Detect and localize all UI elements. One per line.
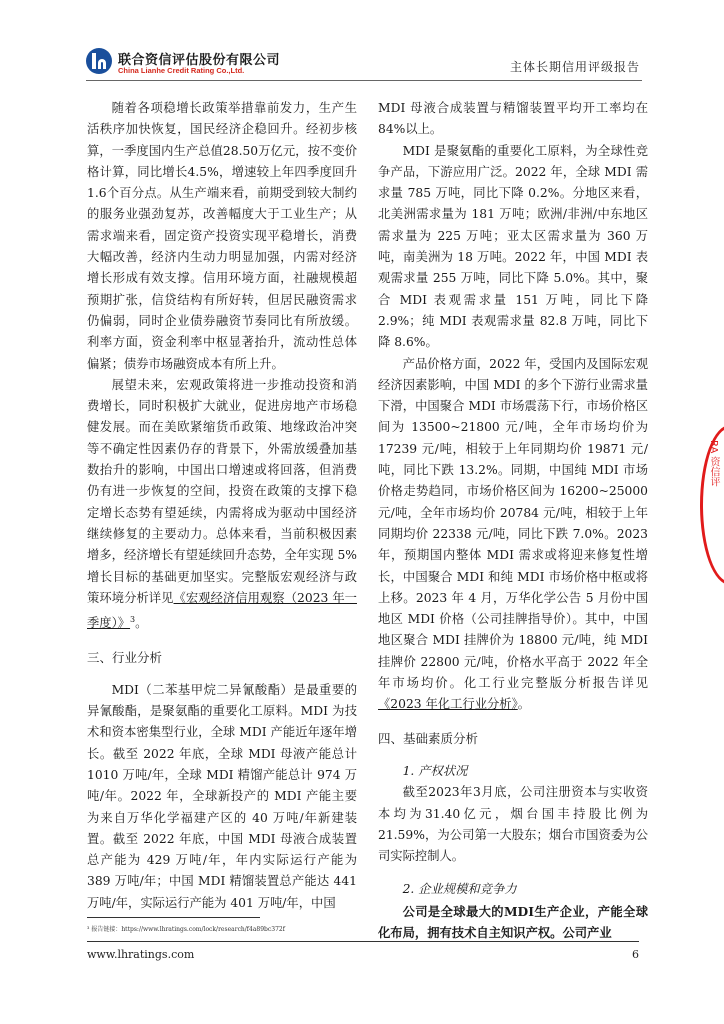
company-logo-icon xyxy=(86,48,112,74)
seal-stamp-text: RA 资信评 xyxy=(708,440,719,487)
report-type-title: 主体长期信用评级报告 xyxy=(509,60,640,74)
left-column xyxy=(87,98,357,914)
company-name-cn: 联合资信评估股份有限公司 xyxy=(118,53,281,68)
section-heading-basic-quality: 四、基础素质分析 xyxy=(378,730,479,746)
company-name-en: China Lianhe Credit Rating Co.,Ltd. xyxy=(118,66,245,75)
section-heading-industry: 三、行业分析 xyxy=(87,649,163,665)
period: 。 xyxy=(517,697,531,712)
subheading-ownership: 1. 产权状况 xyxy=(402,763,468,778)
paragraph-utilization: MDI 母液合成装置与精馏装置平均开工率均在 84%以上。 xyxy=(378,101,648,137)
footnote-text[interactable]: ³ 报告链接：https://www.lhratings.com/lock/research/f4a89bc372f xyxy=(87,926,285,933)
header-divider xyxy=(86,80,642,81)
footer-divider xyxy=(87,941,639,942)
paragraph-scale-bold: 公司是全球最大的MDI生产企业，产能全球化布局，拥有技术自主知识产权。公司产业 xyxy=(378,903,648,940)
paragraph-mdi-capacity: MDI（二苯基甲烷二异氰酸酯）是最重要的异氰酸酯，是聚氨酯的重要化工原料。MDI 为技术和资本密集型行业，全球 MDI 产能近年逐年增长。截至 2022 年底，全球 MDI 母液产能总计 1010 万吨/年，全球 MDI 精馏产能总计 974 万吨/年。2022 年，全球新投产的 MDI 产能主要为来自万华化学福建产区的 40 万吨/年新建装置。截至 2022 年底，中国 MDI 母液合成装置总产能为 429 万吨/年，年内实际运行产能为 389 万吨/年；中国 MDI 精馏装置总产能达 441 万吨/年，实际运行产能为 401 万吨/年，中国 xyxy=(87,682,357,910)
period: 。 xyxy=(135,616,148,631)
paragraph-macro-economy: 随着各项稳增长政策举措靠前发力，生产生活秩序加快恢复，国民经济企稳回升。经初步核算，一季度国内生产总值28.50万亿元，按不变价格计算，同比增长4.5%，增速较上年四季度回升1.6个百分点。从生产端来看，前期受到较大制约的服务业强劲复苏，改善幅度大于工业生产；从需求端来看，固定资产投资实现平稳增长，消费大幅改善，经济内生动力明显加强，内需对经济增长形成有效支撑。信用环境方面，社融规模超预期扩张，信贷结构有所好转，但居民融资需求仍偏弱，同时企业债券融资节奏同比有所放缓。利率方面，资金利率中枢显著抬升，流动性总体偏紧；债券市场融资成本有所上升。 xyxy=(87,101,357,371)
paragraph-text: 展望未来，宏观政策将进一步推动投资和消费增长，同时积极扩大就业，促进房地产市场稳健发展。而在美欧紧缩货币政策、地缘政治冲突等不确定性因素仍存的背景下，外需放缓叠加基数抬升的影响，中国出口增速或将回落，但消费仍有进一步恢复的空间，投资在政策的支撑下稳定增长态势有望延续，内需将成为驱动中国经济继续修复的主要动力。总体来看，当前积极因素增多，经济增长有望延续回升态势，全年实现 5%增长目标的基础更加坚实。完整版宏观经济与政策环境分析详见 xyxy=(87,377,357,605)
footnote-ref[interactable]: 3 xyxy=(130,615,136,625)
right-column xyxy=(378,98,648,943)
subheading-scale-competitiveness: 2. 企业规模和竞争力 xyxy=(402,882,517,897)
paragraph-text: 产品价格方面，2022 年，受国内及国际宏观经济因素影响，中国 MDI 的多个下游行业需求量下滑，中国聚合 MDI 市场震荡下行，市场价格区间为 13500~21800 元/吨，全年市场均价为 17239 元/吨，相较于上年同期均价 19871 元/吨，同比下跌 13.2%。同期，中国纯 MDI 市场价格走势趋同，市场价格区间为 16200~25000 元/吨，全年市场均价 20784 元/吨，相较于上年同期均价 22338 元/吨，同比下跌 7.0%。2023 年，预期国内整体 MDI 需求或将迎来修复性增长，中国聚合 MDI 和纯 MDI 市场价格中枢或将上移。2023 年 4 月，万华化学公告 5 月份中国地区 MDI 价格（公司挂牌指导价）。其中，中国地区聚合 MDI 挂牌价为 18800 元/吨，纯 MDI 挂牌价 22800 元/吨，价格水平高于 2022 年全年市场均价。化工行业完整版分析报告详见 xyxy=(378,356,648,691)
paragraph-mdi-demand: MDI 是聚氨酯的重要化工原料，为全球性竞争产品，下游应用广泛。2022 年，全球 MDI 需求量 785 万吨，同比下降 0.2%。分地区来看，北美洲需求量为 181 万吨；欧洲/非洲/中东地区需求量为 225 万吨；亚太区需求量为 360 万吨，南美洲为 18 万吨。2022 年，中国 MDI 表观需求量 255 万吨，同比下降 5.0%。其中，聚合 MDI 表观需求量 151 万吨，同比下降 2.9%；纯 MDI 表观需求量 82.8 万吨，同比下降 8.6%。 xyxy=(378,143,648,350)
macro-report-link[interactable]: 《宏观经济信用观察（2023 年一季度）》 xyxy=(87,590,357,631)
page-number: 6 xyxy=(632,948,639,961)
paragraph-ownership: 截至2023年3月底，公司注册资本与实收资本均为31.40亿元，烟台国丰持股比例为21.59%，为公司第一大股东；烟台市国资委为公司实际控制人。 xyxy=(378,785,648,864)
paragraph-mdi-price xyxy=(378,354,648,716)
paragraph-outlook xyxy=(87,375,357,635)
chemical-report-link[interactable]: 《2023 年化工行业分析》 xyxy=(378,697,518,712)
footnote-divider xyxy=(87,917,260,918)
footer-url[interactable]: www.lhratings.com xyxy=(87,948,195,961)
